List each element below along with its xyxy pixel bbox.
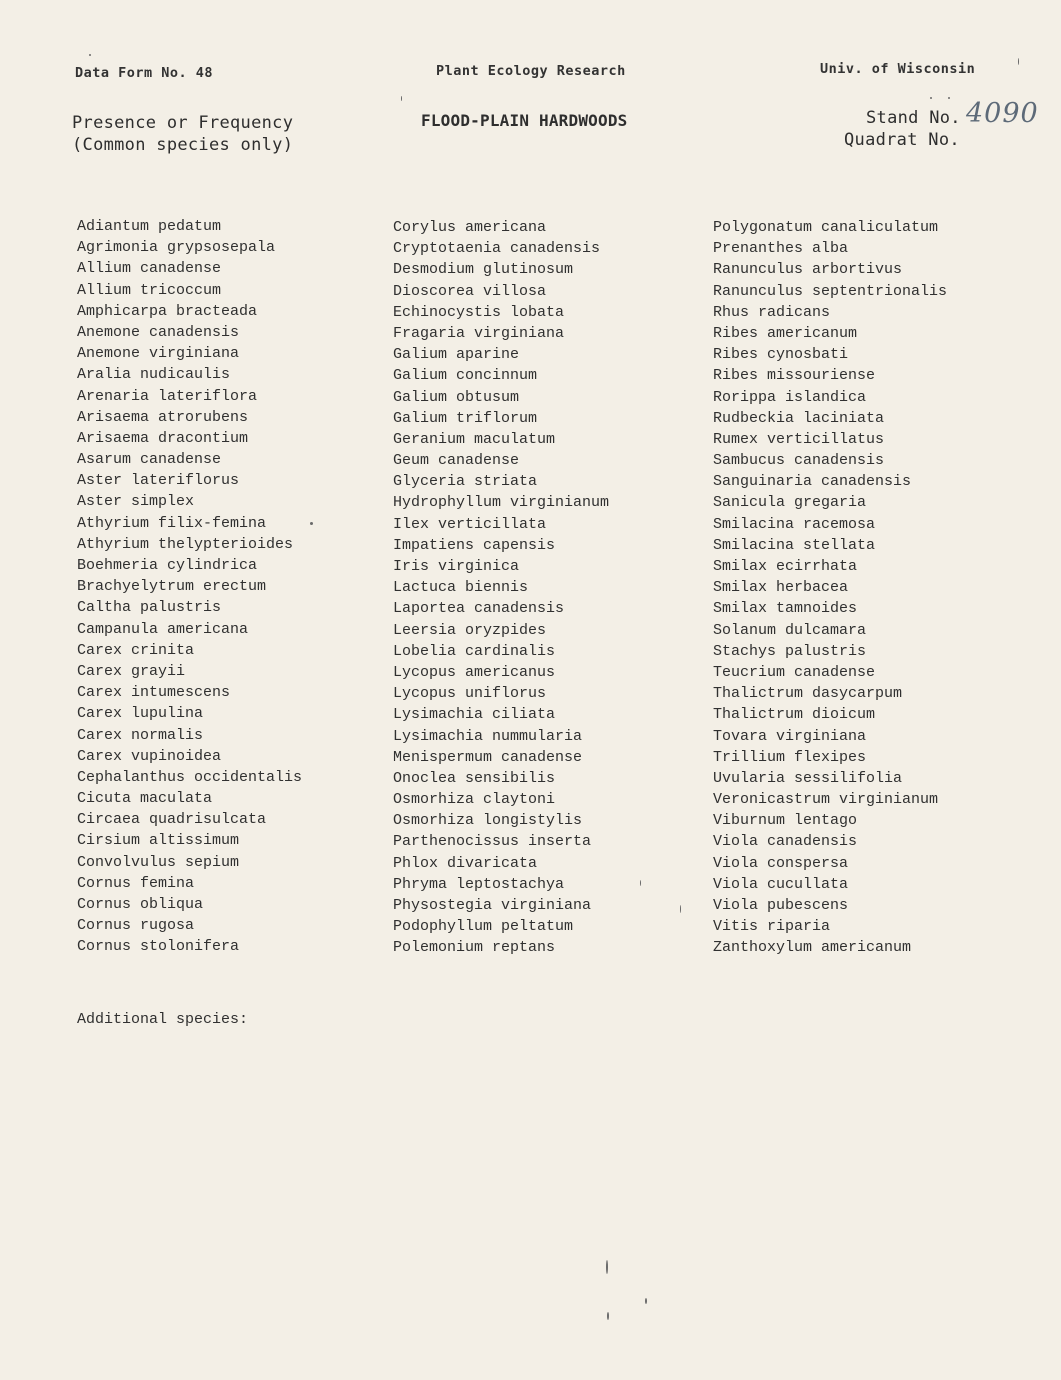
species-item: Thalictrum dioicum	[713, 706, 876, 724]
species-item: Smilax tamnoides	[713, 600, 858, 618]
species-item: Podophyllum peltatum	[393, 918, 574, 936]
species-item: Agrimonia grypsosepala	[77, 239, 276, 257]
species-item: Menispermum canadense	[393, 748, 583, 766]
species-item: Allium canadense	[77, 260, 222, 278]
species-item: Echinocystis lobata	[393, 303, 565, 321]
species-item: Rumex verticillatus	[713, 430, 885, 448]
species-item: Galium triflorum	[393, 409, 538, 427]
species-item: Geum canadense	[393, 452, 520, 470]
species-item: Polemonium reptans	[393, 939, 556, 957]
paper-speck	[310, 522, 313, 525]
species-item: Stachys palustris	[713, 642, 867, 660]
species-item: Lysimachia nummularia	[393, 727, 583, 745]
species-item: Cephalanthus occidentalis	[77, 768, 303, 786]
species-item: Arisaema dracontium	[77, 429, 249, 447]
species-item: Corylus americana	[393, 219, 547, 236]
paper-speck	[607, 1312, 609, 1320]
species-item: Geranium maculatum	[393, 430, 556, 448]
species-item: Carex intumescens	[77, 684, 231, 702]
presence-frequency-label: Presence or Frequency	[72, 113, 294, 133]
species-item: Asarum canadense	[77, 451, 222, 469]
species-item: Carex grayii	[77, 662, 186, 680]
species-item: Lysimachia ciliata	[393, 706, 556, 724]
species-item: Prenanthes alba	[713, 240, 849, 258]
species-item: Anemone canadensis	[77, 323, 240, 341]
species-item: Physostegia virginiana	[393, 897, 592, 914]
paper-speck	[948, 97, 950, 99]
paper-speck	[680, 905, 681, 913]
common-species-note: (Common species only)	[72, 135, 294, 155]
species-item: Aster lateriflorus	[77, 472, 240, 490]
species-item: Galium aparine	[393, 346, 520, 364]
stand-number-label: Stand No.	[866, 108, 961, 128]
paper-speck	[89, 54, 91, 56]
paper-speck	[645, 1298, 647, 1304]
paper-speck	[1018, 58, 1019, 65]
species-item: Dioscorea villosa	[393, 282, 547, 300]
species-item: Lycopus americanus	[393, 663, 556, 681]
species-item: Viola pubescens	[713, 897, 849, 914]
species-item: Cicuta maculata	[77, 790, 213, 808]
species-item: Ranunculus arbortivus	[713, 261, 903, 279]
species-item: Tovara virginiana	[713, 727, 867, 745]
species-item: Cirsium altissimum	[77, 832, 240, 850]
species-item: Phlox divaricata	[393, 854, 538, 872]
species-item: Thalictrum dasycarpum	[713, 685, 903, 703]
species-item: Boehmeria cylindrica	[77, 557, 258, 574]
species-item: Athyrium thelypterioides	[77, 535, 294, 553]
species-item: Smilax herbacea	[713, 579, 849, 597]
form-number: Data Form No. 48	[75, 65, 214, 81]
species-item: Aster simplex	[77, 493, 195, 511]
species-item: Caltha palustris	[77, 599, 222, 617]
stand-number-value: 4090	[966, 98, 1039, 129]
species-item: Brachyelytrum erectum	[77, 578, 267, 596]
species-item: Viburnum lentago	[713, 812, 858, 830]
species-item: Impatiens capensis	[393, 536, 556, 554]
species-item: Hydrophyllum virginianum	[393, 494, 610, 512]
species-item: Convolvulus sepium	[77, 853, 240, 871]
paper-speck	[401, 96, 402, 101]
species-item: Arisaema atrorubens	[77, 408, 249, 426]
species-item: Sanicula gregaria	[713, 494, 867, 512]
species-item: Parthenocissus inserta	[393, 833, 592, 851]
species-item: Trillium flexipes	[713, 748, 867, 766]
species-column-2	[393, 217, 609, 959]
species-item: Cryptotaenia canadensis	[393, 240, 601, 258]
species-item: Circaea quadrisulcata	[77, 811, 267, 829]
species-item: Lobelia cardinalis	[393, 642, 556, 660]
species-item: Ranunculus septentrionalis	[713, 282, 948, 300]
species-item: Smilax ecirrhata	[713, 558, 858, 575]
species-item: Vitis riparia	[713, 918, 831, 936]
paper-speck	[930, 97, 932, 99]
species-item: Anemone virginiana	[77, 345, 240, 363]
department-name: Plant Ecology Research	[436, 63, 626, 79]
species-column-1	[77, 216, 302, 958]
institution-name: Univ. of Wisconsin	[820, 61, 976, 77]
species-item: Smilacina stellata	[713, 536, 876, 554]
paper-speck	[640, 880, 641, 886]
species-item: Rorippa islandica	[713, 388, 867, 406]
species-item: Carex crinita	[77, 641, 195, 659]
species-item: Veronicastrum virginianum	[713, 791, 939, 809]
species-item: Viola conspersa	[713, 854, 849, 872]
species-item: Lycopus uniflorus	[393, 685, 547, 703]
species-item: Uvularia sessilifolia	[713, 769, 903, 787]
species-item: Fragaria virginiana	[393, 324, 565, 342]
species-item: Adiantum pedatum	[77, 218, 222, 235]
species-item: Cornus obliqua	[77, 896, 204, 913]
species-item: Carex lupulina	[77, 705, 204, 723]
species-item: Viola canadensis	[713, 833, 858, 851]
species-item: Rhus radicans	[713, 303, 831, 321]
species-item: Allium tricoccum	[77, 281, 222, 299]
species-item: Sambucus canadensis	[713, 452, 885, 470]
species-item: Ribes americanum	[713, 324, 858, 342]
species-item: Polygonatum canaliculatum	[713, 219, 939, 236]
species-item: Lactuca biennis	[393, 579, 529, 597]
species-item: Glyceria striata	[393, 473, 538, 491]
species-item: Carex normalis	[77, 726, 204, 744]
species-item: Teucrium canadense	[713, 663, 876, 681]
species-item: Amphicarpa bracteada	[77, 302, 258, 320]
species-item: Laportea canadensis	[393, 600, 565, 618]
species-item: Zanthoxylum americanum	[713, 939, 912, 957]
species-item: Osmorhiza claytoni	[393, 791, 556, 809]
species-item: Phryma leptostachya	[393, 875, 565, 893]
species-item: Viola cucullata	[713, 875, 849, 893]
species-item: Cornus stolonifera	[77, 938, 240, 956]
species-item: Carex vupinoidea	[77, 747, 222, 765]
species-item: Ribes cynosbati	[713, 346, 849, 364]
species-item: Ribes missouriense	[713, 367, 876, 385]
species-item: Osmorhiza longistylis	[393, 812, 583, 830]
species-column-3	[713, 217, 947, 959]
paper-speck	[606, 1260, 608, 1274]
page-title: FLOOD-PLAIN HARDWOODS	[421, 111, 628, 130]
species-item: Athyrium filix-femina	[77, 514, 267, 532]
species-item: Sanguinaria canadensis	[713, 473, 912, 491]
additional-species-label: Additional species:	[77, 1011, 249, 1028]
species-item: Onoclea sensibilis	[393, 769, 556, 787]
species-item: Galium concinnum	[393, 367, 538, 385]
species-item: Aralia nudicaulis	[77, 366, 231, 384]
species-item: Leersia oryzpides	[393, 621, 547, 639]
species-item: Cornus femina	[77, 874, 195, 892]
quadrat-number-label: Quadrat No.	[844, 130, 960, 150]
species-item: Desmodium glutinosum	[393, 261, 574, 279]
species-item: Campanula americana	[77, 620, 249, 638]
species-item: Smilacina racemosa	[713, 515, 876, 533]
species-item: Ilex verticillata	[393, 515, 547, 533]
species-item: Arenaria lateriflora	[77, 387, 258, 405]
species-item: Solanum dulcamara	[713, 621, 867, 639]
species-item: Cornus rugosa	[77, 917, 195, 935]
species-item: Rudbeckia laciniata	[713, 409, 885, 427]
species-item: Iris virginica	[393, 558, 520, 575]
species-item: Galium obtusum	[393, 388, 520, 406]
